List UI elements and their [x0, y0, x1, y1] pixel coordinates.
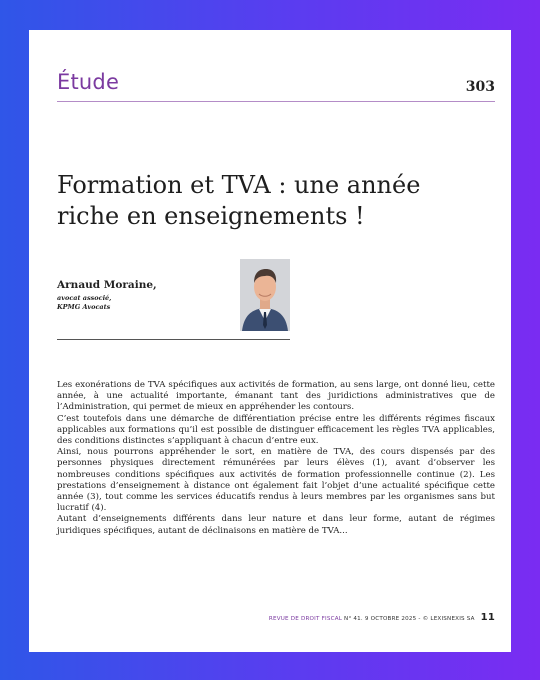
section-label: Étude [57, 70, 120, 94]
author-firm: KPMG Avocats [57, 303, 111, 311]
issue-info: N° 41. 9 OCTOBRE 2025 - © LEXISNEXIS SA [342, 616, 475, 622]
header-divider [57, 101, 495, 102]
abstract-paragraph: C’est toutefois dans une démarche de différentiation précise entre les différents régimes fiscaux applicables aux formations qu’il est possible de distinguer efficacement les règles TVA applicables, des conditions distinctes s’appliquant à chacun d’entre eux. [57, 413, 495, 447]
folio-number: 11 [480, 612, 495, 623]
author-role [57, 294, 111, 312]
abstract-paragraph: Les exonérations de TVA spécifiques aux activités de formation, au sens large, ont donné lieu, cette année, à une actualité importante, émanant tant des juridictions administratives que de l’Administration, qui permet de mieux en appréhender les contours. [57, 380, 495, 413]
article-abstract [57, 380, 495, 537]
article-page [29, 30, 511, 652]
journal-name: REVUE DE DROIT FISCAL [268, 616, 343, 622]
author-divider [57, 339, 290, 340]
page-footer [269, 612, 495, 623]
abstract-paragraph: Ainsi, nous pourrons appréhender le sort, en matière de TVA, des cours dispensés par des personnes physiques directement rémunérées par leurs élèves (1), avant d’observer les nombreuses conditions spécifiques aux activités de formation professionnelle continue (2). Les prestations d’enseignement à distance ont également fait l’objet d’une actualité spécifique cette année (3), tout comme les services éducatifs rendus à leurs membres par les organismes sans but lucratif (4). [57, 447, 495, 514]
page-number: 303 [465, 79, 495, 95]
abstract-paragraph: Autant d’enseignements différents dans leur nature et dans leur forme, autant de régimes juridiques spécifiques, autant de déclinaisons en matière de TVA... [57, 514, 495, 536]
author-portrait-icon [240, 259, 290, 331]
article-title: Formation et TVA : une année riche en enseignements ! [57, 171, 421, 230]
author-name: Arnaud Moraine, [57, 279, 157, 291]
author-photo [240, 259, 290, 331]
author-role-line: avocat associé, [57, 294, 112, 302]
